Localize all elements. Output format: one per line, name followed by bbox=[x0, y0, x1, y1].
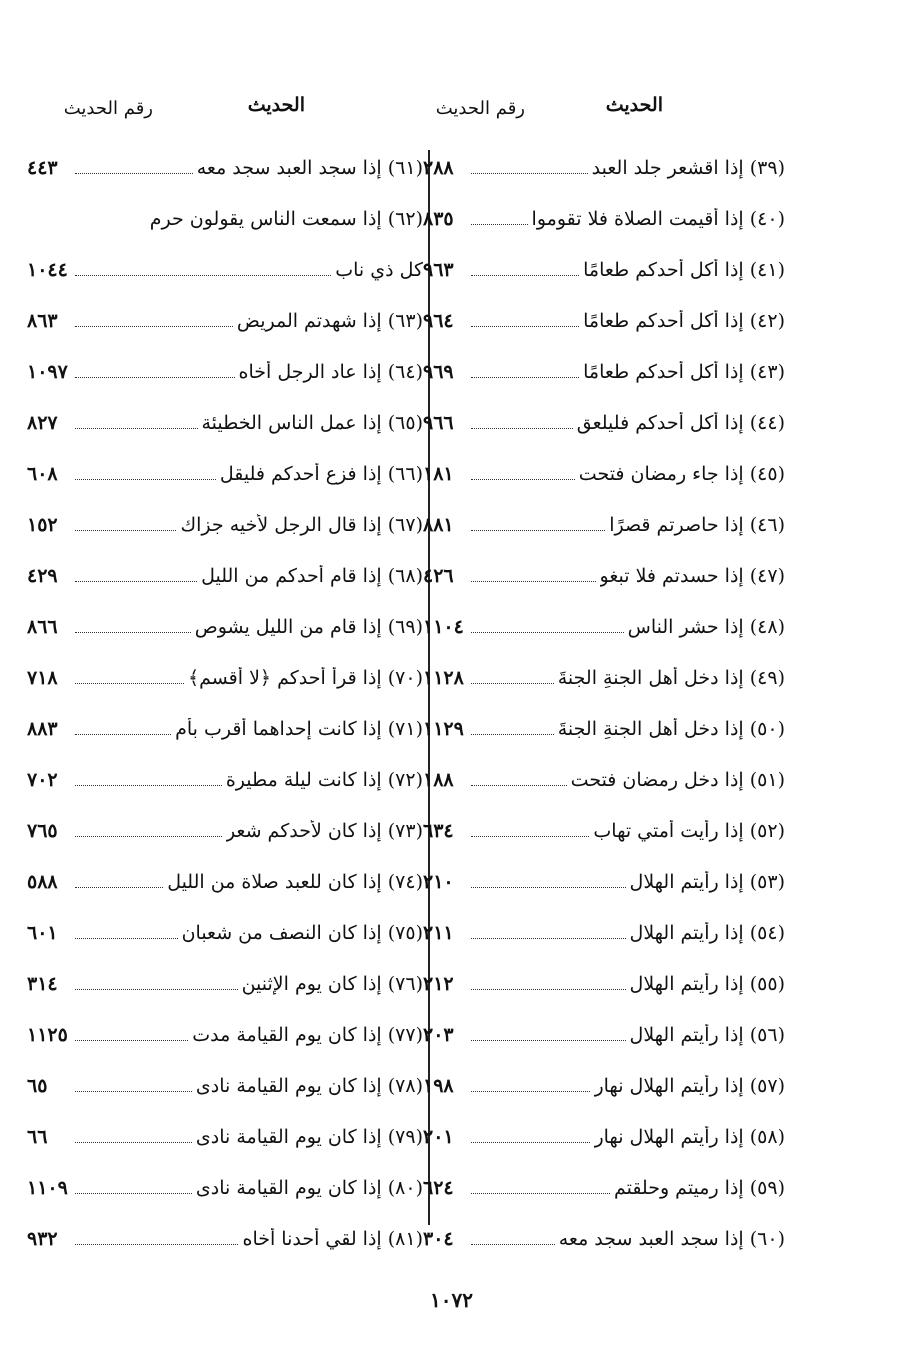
entry-number: ٨٨١ bbox=[423, 513, 454, 536]
index-entry bbox=[423, 754, 785, 805]
entry-number: ٨٨٣ bbox=[27, 717, 58, 740]
entry-number: ٧٦٥ bbox=[27, 819, 58, 842]
leader-dots bbox=[75, 530, 176, 531]
left-header-number: رقم الحديث bbox=[63, 98, 153, 119]
index-entry bbox=[423, 1060, 785, 1111]
entry-number: ١٨٨ bbox=[423, 768, 454, 791]
entry-number: ١٩٨ bbox=[423, 1074, 454, 1097]
entry-number: ١٥٢ bbox=[27, 513, 58, 536]
leader-dots bbox=[75, 1142, 192, 1143]
leader-dots bbox=[471, 479, 575, 480]
entry-number: ٩٦٩ bbox=[423, 360, 454, 383]
leader-dots bbox=[75, 479, 216, 480]
entry-title: (٧٢) إذا كانت ليلة مطيرة bbox=[225, 768, 423, 791]
index-entry bbox=[27, 805, 423, 856]
leader-dots bbox=[471, 836, 589, 837]
index-entry bbox=[27, 958, 423, 1009]
entry-number: ٢٠٣ bbox=[423, 1023, 454, 1046]
entry-title: (٤٤) إذا أكل أحدكم فليلعق bbox=[576, 411, 785, 434]
leader-dots bbox=[75, 1091, 192, 1092]
index-entry bbox=[27, 499, 423, 550]
index-entry bbox=[423, 703, 785, 754]
entry-number: ١١٠٩ bbox=[27, 1176, 68, 1199]
page-number: ١٠٧٢ bbox=[430, 1288, 473, 1312]
leader-dots bbox=[471, 683, 554, 684]
leader-dots bbox=[471, 1142, 590, 1143]
index-entry bbox=[27, 448, 423, 499]
index-entry bbox=[423, 397, 785, 448]
leader-dots bbox=[471, 1193, 610, 1194]
entry-title: (٦٦) إذا فزع أحدكم فليقل bbox=[219, 462, 423, 485]
leader-dots bbox=[75, 428, 198, 429]
entry-title: (٧٧) إذا كان يوم القيامة مدت bbox=[192, 1023, 423, 1046]
entry-title: (٧٤) إذا كان للعبد صلاة من الليل bbox=[167, 870, 423, 893]
index-entry bbox=[27, 703, 423, 754]
entry-number: ٢١٠ bbox=[423, 870, 454, 893]
index-entry bbox=[423, 244, 785, 295]
index-entry bbox=[27, 193, 423, 244]
leader-dots bbox=[471, 530, 605, 531]
entry-title: (٧٩) إذا كان يوم القيامة نادى bbox=[195, 1125, 423, 1148]
entry-title: (٦٩) إذا قام من الليل يشوص bbox=[194, 615, 423, 638]
leader-dots bbox=[471, 224, 528, 225]
leader-dots bbox=[75, 173, 193, 174]
entry-number: ٧٠٢ bbox=[27, 768, 58, 791]
index-entry bbox=[27, 295, 423, 346]
entry-title: (٧٠) إذا قرأ أحدكم ﴿لا أقسم﴾ bbox=[187, 666, 423, 689]
entry-number: ٤٤٣ bbox=[27, 156, 58, 179]
entry-number: ٩٦٤ bbox=[423, 309, 454, 332]
entry-title: (٥٨) إذا رأيتم الهلال نهار bbox=[594, 1125, 785, 1148]
entry-title: (٦٣) إذا شهدتم المريض bbox=[236, 309, 423, 332]
entry-title: كل ذي ناب bbox=[335, 258, 423, 281]
entry-number: ٩٦٦ bbox=[423, 411, 454, 434]
right-header-number: رقم الحديث bbox=[435, 98, 525, 119]
leader-dots bbox=[75, 632, 191, 633]
entry-number: ١١٢٥ bbox=[27, 1023, 68, 1046]
leader-dots bbox=[471, 275, 579, 276]
index-entry bbox=[423, 295, 785, 346]
entry-title: (٦٤) إذا عاد الرجل أخاه bbox=[238, 360, 423, 383]
index-entry bbox=[423, 142, 785, 193]
entry-title: (٧٣) إذا كان لأحدكم شعر bbox=[225, 819, 423, 842]
leader-dots bbox=[471, 989, 626, 990]
leader-dots bbox=[75, 683, 184, 684]
entry-number: ١١٢٩ bbox=[423, 717, 464, 740]
entry-number: ٨٦٣ bbox=[27, 309, 58, 332]
entry-title: (٤١) إذا أكل أحدكم طعامًا bbox=[583, 258, 785, 281]
entry-number: ٣٠٤ bbox=[423, 1227, 454, 1250]
index-entry bbox=[423, 652, 785, 703]
entry-title: (٣٩) إذا اقشعر جلد العبد bbox=[591, 156, 785, 179]
index-entry bbox=[27, 907, 423, 958]
index-entry bbox=[423, 805, 785, 856]
entry-title: (٧١) إذا كانت إحداهما أقرب بأم bbox=[175, 717, 423, 740]
leader-dots bbox=[75, 1244, 238, 1245]
leader-dots bbox=[75, 581, 197, 582]
index-entry bbox=[423, 601, 785, 652]
entry-title: (٥٥) إذا رأيتم الهلال bbox=[629, 972, 785, 995]
index-entry bbox=[423, 1162, 785, 1213]
entry-number: ٧١٨ bbox=[27, 666, 58, 689]
entry-number: ١٠٤٤ bbox=[27, 258, 68, 281]
entry-number: ٩٦٣ bbox=[423, 258, 454, 281]
index-entry bbox=[27, 1213, 423, 1264]
entry-title: (٨١) إذا لقي أحدنا أخاه bbox=[242, 1227, 423, 1250]
entry-number: ٢٠١ bbox=[423, 1125, 454, 1148]
entry-title: (٦٧) إذا قال الرجل لأخيه جزاك bbox=[180, 513, 423, 536]
index-entry bbox=[423, 193, 785, 244]
leader-dots bbox=[75, 326, 233, 327]
index-entry bbox=[423, 958, 785, 1009]
entry-title: (٥٢) إذا رأيت أمتي تهاب bbox=[593, 819, 785, 842]
leader-dots bbox=[75, 785, 222, 786]
entry-title: (٤٥) إذا جاء رمضان فتحت bbox=[578, 462, 785, 485]
leader-dots bbox=[471, 428, 573, 429]
entry-number: ١١٠٤ bbox=[423, 615, 464, 638]
entry-title: (٤٩) إذا دخل أهل الجنةِ الجنةَ bbox=[557, 666, 785, 689]
leader-dots bbox=[471, 632, 624, 633]
entry-number: ٢١٢ bbox=[423, 972, 454, 995]
index-entry bbox=[423, 1111, 785, 1162]
leader-dots bbox=[471, 326, 579, 327]
entry-title: (٤٣) إذا أكل أحدكم طعامًا bbox=[583, 360, 785, 383]
entry-title: (٦١) إذا سجد العبد سجد معه bbox=[196, 156, 423, 179]
index-entry bbox=[423, 448, 785, 499]
index-entry bbox=[27, 550, 423, 601]
index-entry bbox=[423, 856, 785, 907]
entry-title: (٤٧) إذا حسدتم فلا تبغو bbox=[599, 564, 785, 587]
leader-dots bbox=[471, 887, 626, 888]
entry-title: (٦٨) إذا قام أحدكم من الليل bbox=[201, 564, 423, 587]
leader-dots bbox=[75, 275, 331, 276]
leader-dots bbox=[75, 887, 163, 888]
entry-number: ٤٢٩ bbox=[27, 564, 58, 587]
entry-title: (٥٠) إذا دخل أهل الجنةِ الجنةَ bbox=[557, 717, 785, 740]
index-entry bbox=[27, 244, 423, 295]
entry-number: ٦٢٤ bbox=[423, 1176, 454, 1199]
entry-title: (٨٠) إذا كان يوم القيامة نادى bbox=[195, 1176, 423, 1199]
entry-number: ٨٦٦ bbox=[27, 615, 58, 638]
entry-number: ٢١١ bbox=[423, 921, 454, 944]
index-entry bbox=[423, 346, 785, 397]
leader-dots bbox=[75, 1040, 188, 1041]
entry-number: ١١٢٨ bbox=[423, 666, 464, 689]
entry-number: ١٠٩٧ bbox=[27, 360, 68, 383]
leader-dots bbox=[471, 377, 579, 378]
entry-number: ٩٣٢ bbox=[27, 1227, 58, 1250]
entry-number: ٦٠١ bbox=[27, 921, 58, 944]
entry-number: ٦٠٨ bbox=[27, 462, 58, 485]
entry-number: ٦٣٤ bbox=[423, 819, 454, 842]
leader-dots bbox=[471, 1244, 555, 1245]
leader-dots bbox=[471, 734, 554, 735]
entry-title: (٧٨) إذا كان يوم القيامة نادى bbox=[195, 1074, 423, 1097]
leader-dots bbox=[75, 989, 238, 990]
entry-title: (٥١) إذا دخل رمضان فتحت bbox=[570, 768, 785, 791]
leader-dots bbox=[471, 1040, 626, 1041]
index-entry bbox=[27, 754, 423, 805]
left-header-hadith: الحديث bbox=[247, 94, 305, 116]
index-entry bbox=[27, 601, 423, 652]
index-entry bbox=[27, 1060, 423, 1111]
leader-dots bbox=[75, 377, 235, 378]
index-entry bbox=[423, 550, 785, 601]
entry-number: ٨٣٥ bbox=[423, 207, 454, 230]
index-entry bbox=[27, 1162, 423, 1213]
leader-dots bbox=[471, 581, 596, 582]
entry-title: (٤٠) إذا أقيمت الصلاة فلا تقوموا bbox=[531, 207, 785, 230]
entry-number: ٦٥ bbox=[27, 1074, 48, 1097]
index-entry bbox=[27, 142, 423, 193]
entry-number: ٨٢٧ bbox=[27, 411, 58, 434]
entry-title: (٥٤) إذا رأيتم الهلال bbox=[629, 921, 785, 944]
leader-dots bbox=[75, 1193, 192, 1194]
index-entry bbox=[27, 397, 423, 448]
entry-title: (٦٥) إذا عمل الناس الخطيئة bbox=[201, 411, 423, 434]
entry-title: (٦٢) إذا سمعت الناس يقولون حرم bbox=[149, 207, 423, 230]
entry-title: (٥٧) إذا رأيتم الهلال نهار bbox=[594, 1074, 785, 1097]
entry-number: ١٨١ bbox=[423, 462, 454, 485]
leader-dots bbox=[75, 836, 222, 837]
index-entry bbox=[27, 652, 423, 703]
entry-number: ٦٦ bbox=[27, 1125, 48, 1148]
entry-title: (٧٦) إذا كان يوم الإثنين bbox=[241, 972, 423, 995]
entry-number: ٥٨٨ bbox=[27, 870, 58, 893]
entry-title: (٥٣) إذا رأيتم الهلال bbox=[629, 870, 785, 893]
index-entry bbox=[27, 1009, 423, 1060]
leader-dots bbox=[471, 938, 626, 939]
left-column bbox=[27, 142, 423, 1264]
entry-number: ٣١٤ bbox=[27, 972, 58, 995]
index-entry bbox=[27, 1111, 423, 1162]
index-entry bbox=[423, 1213, 785, 1264]
index-entry bbox=[423, 1009, 785, 1060]
index-entry bbox=[27, 856, 423, 907]
entry-title: (٤٦) إذا حاصرتم قصرًا bbox=[609, 513, 785, 536]
entry-number: ٢٨٨ bbox=[423, 156, 454, 179]
leader-dots bbox=[471, 173, 588, 174]
entry-title: (٦٠) إذا سجد العبد سجد معه bbox=[558, 1227, 785, 1250]
entry-title: (٥٦) إذا رأيتم الهلال bbox=[629, 1023, 785, 1046]
leader-dots bbox=[75, 734, 171, 735]
leader-dots bbox=[75, 938, 178, 939]
entry-title: (٧٥) إذا كان النصف من شعبان bbox=[181, 921, 423, 944]
leader-dots bbox=[471, 785, 567, 786]
entry-number: ٤٢٦ bbox=[423, 564, 454, 587]
leader-dots bbox=[471, 1091, 590, 1092]
index-entry bbox=[27, 346, 423, 397]
entry-title: (٤٨) إذا حشر الناس bbox=[627, 615, 785, 638]
entry-title: (٤٢) إذا أكل أحدكم طعامًا bbox=[583, 309, 785, 332]
index-entry bbox=[423, 907, 785, 958]
right-column bbox=[423, 142, 785, 1264]
index-entry bbox=[423, 499, 785, 550]
entry-title: (٥٩) إذا رميتم وحلقتم bbox=[613, 1176, 785, 1199]
right-header-hadith: الحديث bbox=[605, 94, 663, 116]
